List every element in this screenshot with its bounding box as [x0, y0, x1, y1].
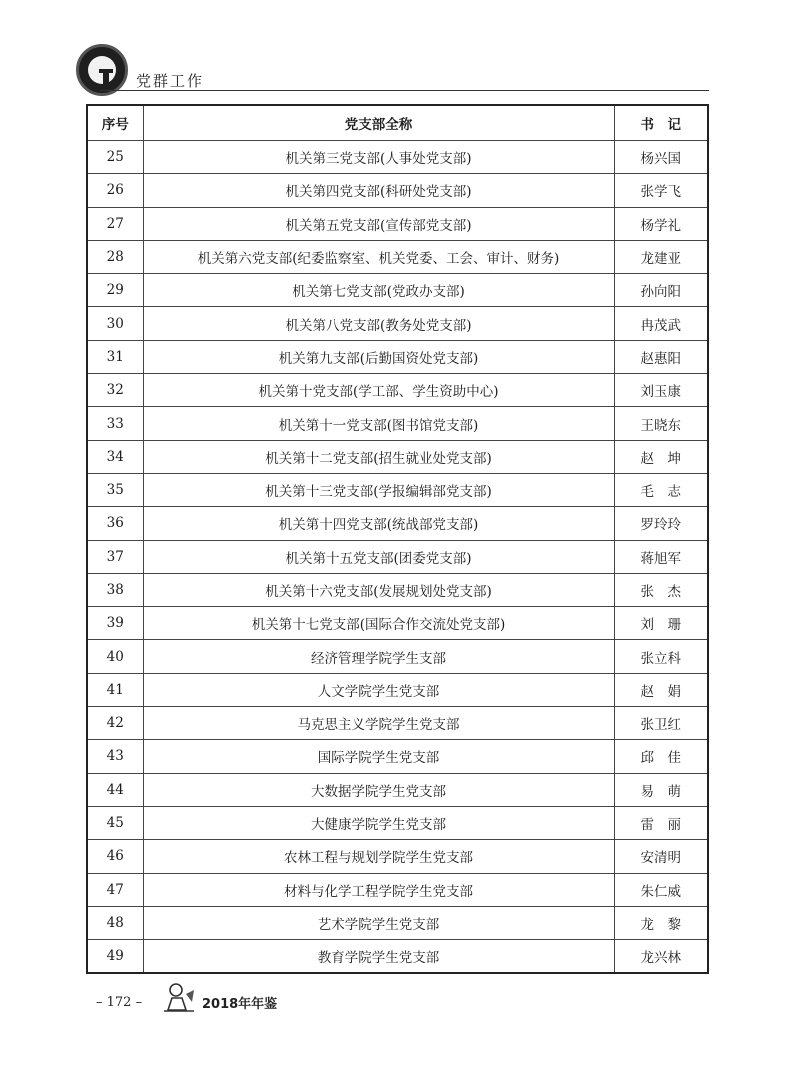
- cell-secretary: 易 萌: [614, 773, 708, 806]
- cell-branch-name: 机关第十六党支部(发展规划处党支部): [143, 573, 614, 606]
- cell-secretary: 邱 佳: [614, 740, 708, 773]
- cell-index: 27: [87, 207, 143, 240]
- table-row: [87, 673, 708, 706]
- cell-branch-name: 机关第六党支部(纪委监察室、机关党委、工会、审计、财务): [143, 240, 614, 273]
- cell-index: 34: [87, 440, 143, 473]
- cell-secretary: 赵 娟: [614, 673, 708, 706]
- cell-index: 43: [87, 740, 143, 773]
- cell-index: 45: [87, 806, 143, 839]
- cell-branch-name: 艺术学院学生党支部: [143, 906, 614, 939]
- table-row: [87, 873, 708, 906]
- page-number: – 172 –: [96, 995, 143, 1010]
- cell-secretary: 安清明: [614, 840, 708, 873]
- party-branch-table: [86, 104, 709, 974]
- cell-branch-name: 经济管理学院学生支部: [143, 640, 614, 673]
- table-row: [87, 440, 708, 473]
- cell-index: 49: [87, 940, 143, 974]
- cell-secretary: 雷 丽: [614, 806, 708, 839]
- cell-secretary: 刘 珊: [614, 607, 708, 640]
- cell-secretary: 罗玲玲: [614, 507, 708, 540]
- cell-branch-name: 机关第十四党支部(统战部党支部): [143, 507, 614, 540]
- cell-secretary: 张卫红: [614, 707, 708, 740]
- cell-index: 48: [87, 906, 143, 939]
- cell-branch-name: 人文学院学生党支部: [143, 673, 614, 706]
- cell-index: 35: [87, 473, 143, 506]
- table-row: [87, 307, 708, 340]
- table-row: [87, 507, 708, 540]
- table-row: [87, 806, 708, 839]
- cell-index: 32: [87, 374, 143, 407]
- cell-secretary: 张立科: [614, 640, 708, 673]
- table-row: [87, 141, 708, 174]
- cell-index: 42: [87, 707, 143, 740]
- cell-branch-name: 大健康学院学生党支部: [143, 806, 614, 839]
- cell-branch-name: 机关第十党支部(学工部、学生资助中心): [143, 374, 614, 407]
- cell-secretary: 张学飞: [614, 174, 708, 207]
- cell-index: 31: [87, 340, 143, 373]
- cell-secretary: 冉茂武: [614, 307, 708, 340]
- table-row: [87, 174, 708, 207]
- cell-index: 33: [87, 407, 143, 440]
- cell-index: 36: [87, 507, 143, 540]
- table-row: [87, 640, 708, 673]
- table-row: [87, 473, 708, 506]
- cell-branch-name: 机关第十三党支部(学报编辑部党支部): [143, 473, 614, 506]
- cell-branch-name: 机关第七党支部(党政办支部): [143, 274, 614, 307]
- cell-branch-name: 机关第十一党支部(图书馆党支部): [143, 407, 614, 440]
- table-body: [87, 141, 708, 974]
- cell-secretary: 王晓东: [614, 407, 708, 440]
- cell-branch-name: 机关第九支部(后勤国资处党支部): [143, 340, 614, 373]
- university-logo: [76, 44, 128, 96]
- table-row: [87, 773, 708, 806]
- cell-secretary: 龙建亚: [614, 240, 708, 273]
- cell-index: 37: [87, 540, 143, 573]
- cell-branch-name: 机关第十七党支部(国际合作交流处党支部): [143, 607, 614, 640]
- column-header-branch-name: 党支部全称: [143, 105, 614, 141]
- cell-index: 30: [87, 307, 143, 340]
- table-row: [87, 573, 708, 606]
- cell-secretary: 孙向阳: [614, 274, 708, 307]
- section-title: 党群工作: [136, 72, 205, 90]
- cell-secretary: 杨学礼: [614, 207, 708, 240]
- table-row: [87, 207, 708, 240]
- cell-index: 26: [87, 174, 143, 207]
- cell-index: 38: [87, 573, 143, 606]
- cell-index: 46: [87, 840, 143, 873]
- cell-secretary: 赵 坤: [614, 440, 708, 473]
- yearbook-label: 2018年年鉴: [202, 997, 278, 1012]
- cell-branch-name: 机关第四党支部(科研处党支部): [143, 174, 614, 207]
- cell-secretary: 毛 志: [614, 473, 708, 506]
- table-header-row: [87, 105, 708, 141]
- cell-index: 44: [87, 773, 143, 806]
- cell-branch-name: 国际学院学生党支部: [143, 740, 614, 773]
- cell-index: 25: [87, 141, 143, 174]
- table-row: [87, 906, 708, 939]
- cell-branch-name: 大数据学院学生党支部: [143, 773, 614, 806]
- cell-index: 28: [87, 240, 143, 273]
- table-row: [87, 940, 708, 974]
- table-row: [87, 540, 708, 573]
- cell-branch-name: 机关第十二党支部(招生就业处党支部): [143, 440, 614, 473]
- column-header-index: 序号: [87, 105, 143, 141]
- table-row: [87, 274, 708, 307]
- cell-index: 29: [87, 274, 143, 307]
- column-header-secretary: 书 记: [614, 105, 708, 141]
- cell-secretary: 赵惠阳: [614, 340, 708, 373]
- logo-emblem: [88, 56, 116, 84]
- cell-index: 41: [87, 673, 143, 706]
- cell-branch-name: 机关第十五党支部(团委党支部): [143, 540, 614, 573]
- cell-secretary: 龙 黎: [614, 906, 708, 939]
- table-row: [87, 407, 708, 440]
- cell-index: 40: [87, 640, 143, 673]
- cell-secretary: 杨兴国: [614, 141, 708, 174]
- cell-secretary: 刘玉康: [614, 374, 708, 407]
- cell-secretary: 蒋旭军: [614, 540, 708, 573]
- cell-branch-name: 机关第八党支部(教务处党支部): [143, 307, 614, 340]
- table-row: [87, 374, 708, 407]
- cell-branch-name: 机关第五党支部(宣传部党支部): [143, 207, 614, 240]
- table-row: [87, 340, 708, 373]
- table-row: [87, 240, 708, 273]
- table-row: [87, 707, 708, 740]
- cell-branch-name: 教育学院学生党支部: [143, 940, 614, 974]
- table-row: [87, 840, 708, 873]
- cell-secretary: 龙兴林: [614, 940, 708, 974]
- table-row: [87, 607, 708, 640]
- cell-branch-name: 马克思主义学院学生党支部: [143, 707, 614, 740]
- header-divider: [100, 90, 709, 91]
- cell-index: 47: [87, 873, 143, 906]
- cell-branch-name: 机关第三党支部(人事处党支部): [143, 141, 614, 174]
- cell-branch-name: 农林工程与规划学院学生党支部: [143, 840, 614, 873]
- table-row: [87, 740, 708, 773]
- yearbook-mascot-icon: [162, 980, 196, 1014]
- cell-secretary: 朱仁威: [614, 873, 708, 906]
- cell-secretary: 张 杰: [614, 573, 708, 606]
- cell-index: 39: [87, 607, 143, 640]
- cell-branch-name: 材料与化学工程学院学生党支部: [143, 873, 614, 906]
